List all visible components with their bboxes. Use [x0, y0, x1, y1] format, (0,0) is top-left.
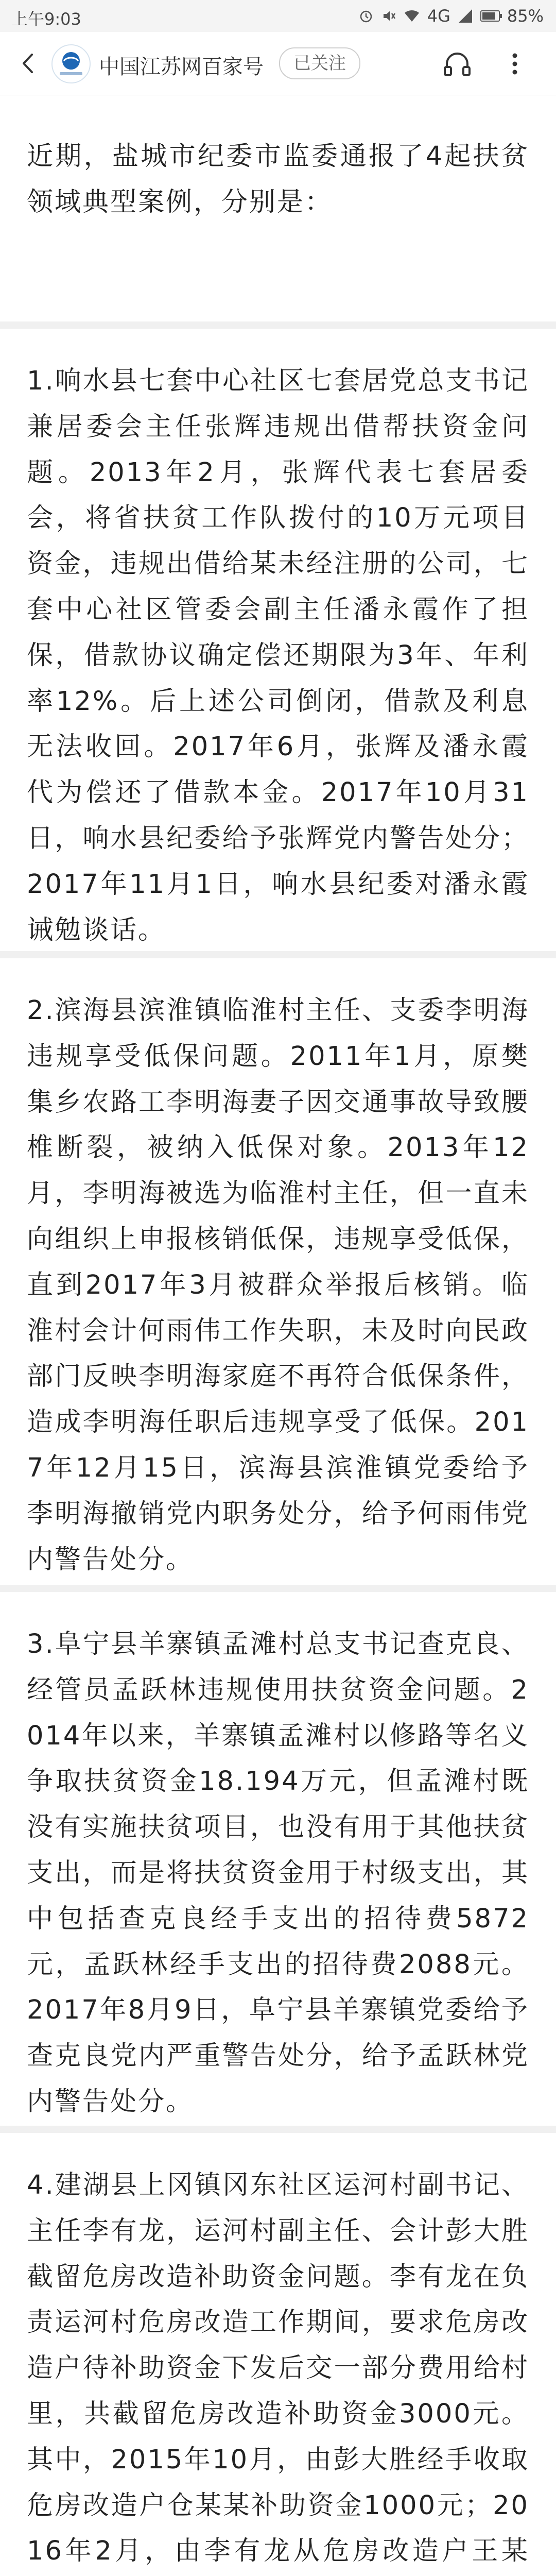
section-divider [0, 2126, 556, 2133]
battery-icon [480, 10, 500, 22]
mute-icon [381, 8, 396, 24]
follow-button[interactable]: 已关注 [279, 47, 360, 79]
status-bar [0, 0, 556, 32]
wifi-icon [404, 8, 420, 24]
section-divider [0, 1585, 556, 1592]
case-4-paragraph: 4.建湖县上冈镇冈东社区运河村副书记、主任李有龙，运河村副主任、会计彭大胜截留危房改造补助资金问题。李有龙在负责运河村危房改造工作期间，要求危房改造户待补助资金下发后交一部分费用给村里，共截留危房改造补助资金3000元。其中，2015年10月，由彭大胜经手收取危房改造户仓某某补助资金1000元；2016年2月，由李有龙从危房改造户王某 [27, 2170, 529, 2567]
battery-percent: 85% [507, 6, 544, 26]
publisher-name[interactable]: 中国江苏网百家号 [99, 55, 264, 79]
case-3-paragraph: 3.阜宁县羊寨镇孟滩村总支书记查克良、经管员孟跃林违规使用扶贫资金问题。2014年以来，羊寨镇孟滩村以修路等名义争取扶贫资金18.194万元，但孟滩村既没有实施扶贫项目，也没有用于其他扶贫支出，而是将扶贫资金用于村级支出，其中包括查克良经手支出的招待费5872元，孟跃林经手支出的招待费2088元。2017年8月9日，阜宁县羊寨镇党委给予查克良党内严重警告处分，给予孟跃林党内警告处分。 [27, 1629, 529, 2117]
network-type: 4G [427, 6, 450, 26]
case-1-paragraph: 1.响水县七套中心社区七套居党总支书记兼居委会主任张辉违规出借帮扶资金问题。2013年2月，张辉代表七套居委会，将省扶贫工作队拨付的10万元项目资金，违规出借给某未经注册的公司，七套中心社区管委会副主任潘永霞作了担保，借款协议确定偿还期限为3年、年利率12%。后上述公司倒闭，借款及利息无法收回。2017年6月，张辉及潘永霞代为偿还了借款本金。2017年10月31日，响水县纪委给予张辉党内警告处分；2017年11月1日，响水县纪委对潘永霞诫勉谈话。 [27, 366, 529, 945]
headphones-icon[interactable] [442, 50, 473, 77]
publisher-logo[interactable] [51, 44, 91, 83]
signal-icon [458, 8, 473, 24]
battery-fill [482, 12, 495, 20]
status-icons [358, 6, 544, 26]
section-divider [0, 321, 556, 329]
publisher-logo-image [53, 45, 90, 82]
status-time: 上午9:03 [11, 9, 81, 29]
case-2-paragraph: 2.滨海县滨淮镇临淮村主任、支委李明海违规享受低保问题。2011年1月，原樊集乡农路工李明海妻子因交通事故导致腰椎断裂，被纳入低保对象。2013年12月，李明海被选为临淮村主任，但一直未向组织上申报核销低保，违规享受低保，直到2017年3月被群众举报后核销。临淮村会计何雨伟工作失职，未及时向民政部门反映李明海家庭不再符合低保条件，造成李明海任职后违规享受了低保。2017年12月15日，滨海县滨淮镇党委给予李明海撤销党内职务处分，给予何雨伟党内警告处分。 [27, 995, 529, 1575]
article-intro: 近期，盐城市纪委市监委通报了4起扶贫领域典型案例，分别是： [27, 141, 529, 217]
back-arrow-icon[interactable] [14, 49, 42, 77]
section-divider [0, 951, 556, 958]
alarm-icon [358, 8, 374, 24]
app-header [0, 32, 556, 95]
more-options-icon[interactable] [499, 49, 530, 78]
